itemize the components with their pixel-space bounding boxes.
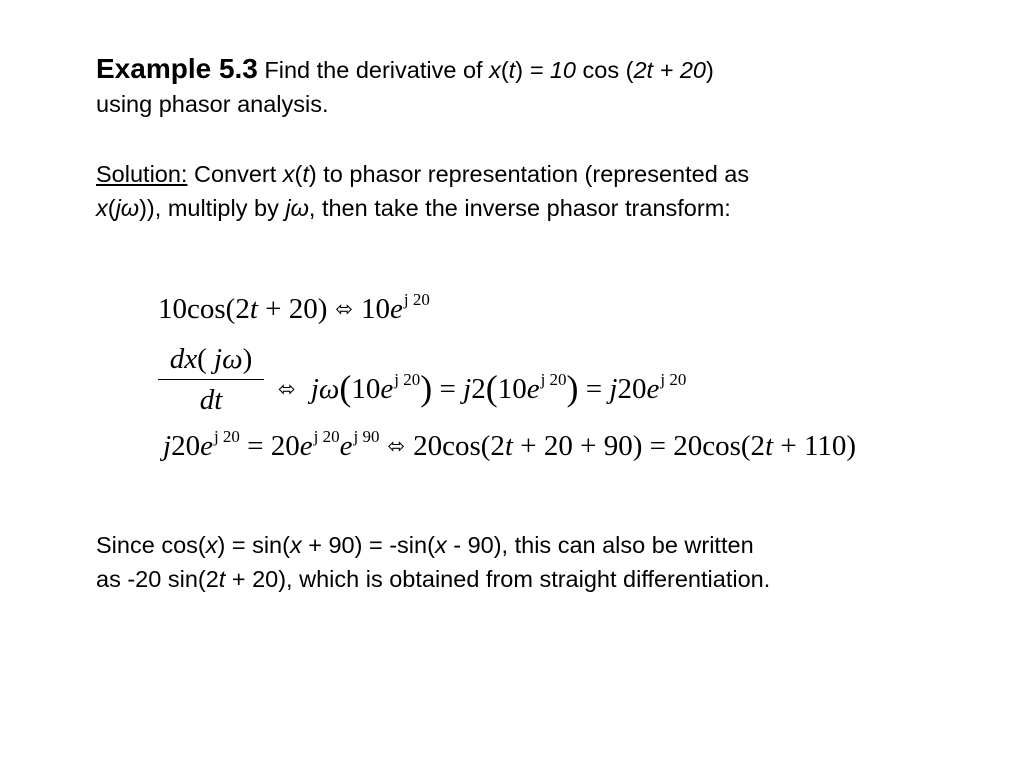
example-line-2: using phasor analysis. [96,91,329,117]
equation-2-rhs: ⬄ $j\omega(10e^{j 20}) = j2(10e^{j 20}) = j20e^{j 20}$ [278,368,687,408]
closing-note [96,528,770,596]
fraction-bar [158,379,264,380]
equivalence-arrow-icon: ⬄ [335,297,354,321]
note-line-1: Since cos(x) = sin(x + 90) = -sin(x - 90), this can also be written [96,532,754,558]
solution-label: Solution: [96,161,188,187]
example-title: Example 5.3 [96,53,258,84]
equation-1: 10cos(2t + 20) ⬄ $10e^{j 20}$ [158,290,430,325]
fraction-denominator: dt [199,384,223,416]
solution-line-2: x(jω)), multiply by jω, then take the inverse phasor transform: [96,195,731,221]
note-line-2: as -20 sin(2t + 20), which is obtained from straight differentiation. [96,566,771,592]
example-header [96,52,714,121]
equivalence-arrow-icon: ⬄ [278,377,296,401]
equivalence-arrow-icon: ⬄ [387,434,406,458]
solution-line-1: Solution: Convert x(t) to phasor representation (represented as [96,161,750,187]
fraction-numerator: dx( jω) [169,343,253,375]
example-line-1: Example 5.3 Find the derivative of x(t) = 10 cos (2t + 20) [96,53,714,84]
derivative-fraction [158,345,264,415]
equation-3: $j20e^{j 20} = 20e^{j 20}e^{j 90}$ ⬄ 20cos(2t + 20 + 90) = 20cos(2t + 110) [163,427,857,462]
solution-text [96,157,749,225]
